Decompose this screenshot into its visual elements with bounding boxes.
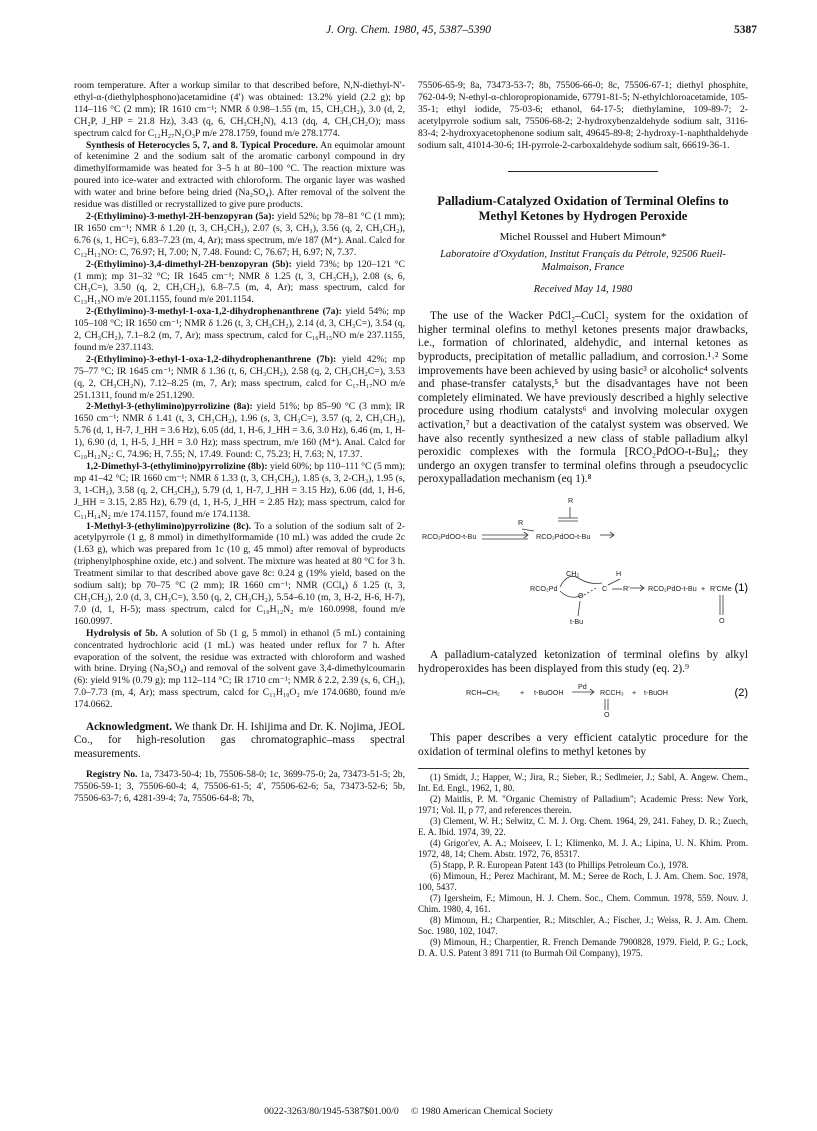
registry-text: 1a, 73473-50-4; 1b, 75506-58-0; 1c, 3699-75-0; 2a, 73473-51-5; 2b, 75506-59-1; 3, 75506-60-4; 4, 75506-61-5; 4′, 75506-62-6; 5a, 73473-52-6; 5b, 75506-63-7; 6, 4281-39-4; 7a, 75506-64-8; 7b, bbox=[74, 769, 405, 805]
journal-citation: J. Org. Chem. 1980, 45, 5387–5390 bbox=[325, 24, 492, 36]
ring-h-bond bbox=[608, 579, 620, 585]
eq2-catalyst: Pd bbox=[578, 682, 587, 692]
eq2-reactant: RCH═CH₂ bbox=[466, 688, 500, 698]
compound-7a-data: yield 54%; mp 105–108 °C; IR 1650 cm⁻¹; NMR δ 1.26 (t, 3, CH₃CH₂), 2.14 (d, 3, CH₃C=), 3.54 (q, 2, CH₃CH₂), 7.1–8.2 (m, 7, Ar); mass spectrum, calcd for C₁₆H₁₅NO m/e 237.1155, found m/e 237.1143. bbox=[74, 306, 405, 353]
ring-tbu-label: t-Bu bbox=[570, 616, 584, 626]
synthesis-text: An equimolar amount of ketenimine 2 and the sodium salt of the aromatic carbonyl compound in dry dimethylformamide was heated for 3–5 h at 80–100 °C. The reaction mixture was poured into ice-water and extracted with chloroform. The organic layer was washed with water and brine before being dried (Na₂SO₄). After removal of the solvent the residue was distilled or recrystallized to give pure products. bbox=[74, 139, 405, 211]
equation-2-scheme bbox=[418, 682, 748, 720]
article-authors: Michel Roussel and Hubert Mimoun* bbox=[499, 231, 667, 244]
ring-pd-label: RCO₂Pd bbox=[530, 583, 558, 593]
compound-5a-name: 2-(Ethylimino)-3-methyl-2H-benzopyran (5a): bbox=[86, 210, 275, 222]
acknowledgment-text: We thank Dr. H. Ishijima and Dr. K. Nojima, JEOL Co., for high-resolution gas chromatographic–mass spectral measurements. bbox=[74, 721, 405, 760]
intro-paragraph: The use of the Wacker PdCl₂–CuCl₂ system for the oxidation of higher terminal olefins to methyl ketones presents major drawbacks, i.e., formation of chlorinated, aldehydic, and internal ketones as byproducts, precipitation of metallic palladium, and corrosion.¹˒² Some improvements have been achieved by using basic³ or alcoholic⁴ solvents and phase-transfer catalysts,⁵ but the disadvantages have not been completely eliminated. We have previously described a highly selective procedure using rhodium catalysts⁶ and involving molecular oxygen activation,⁷ but a deactivation of the catalyst system was observed. We have also recently synthesized a new class of stable palladium alkyl peroxidic complexes with the formula [RCO₂PdOO-t-Bu]₄; they undergo an oxygen transfer to terminal olefins through a pseudocyclic peroxypalladation mechanism (eq 1).⁸ bbox=[418, 310, 748, 486]
eq2-plus-1: + bbox=[520, 688, 525, 698]
compound-7b-name: 2-(Ethylimino)-3-ethyl-1-oxa-1,2-dihydrophenanthrene (7b): bbox=[86, 353, 337, 365]
acknowledgment bbox=[74, 721, 405, 761]
hydrolysis-text: A solution of 5b (1 g, 5 mmol) in ethanol (5 mL) containing concentrated hydrochloric acid (1 mL) was heated under reflux for 7 h. After evaporation of the solvent, the residue was extracted with chloroform and washed with brine. Drying (Na₂SO₄) and removal of the solvent gave 3,4-dimethylcoumarin (6): yield 91% (0.79 g); mp 112–114 °C; IR 1710 cm⁻¹; NMR δ 2.2, 2.39 (s, 6, CH₃), 7.0–7.73 (m, 4, Ar); mass spectrum, calcd for C₁₁H₁₀O₂ m/e 174.0680, found m/e 174.0662. bbox=[74, 627, 405, 711]
synthesis-heading: Synthesis of Heterocycles 5, 7, and 8. Typical Procedure. bbox=[86, 139, 318, 151]
equation-2-drawing bbox=[418, 682, 748, 720]
eq2-number: (2) bbox=[734, 687, 748, 700]
eq2-peroxide: t-BuOOH bbox=[534, 688, 564, 698]
eq2-product: RCCH₃ bbox=[600, 688, 624, 698]
footnote: (8) Mimoun, H.; Charpentier, R.; Mitschler, A.; Fischer, J.; Weiss, R. J. Am. Chem. Soc. 1980, 102, 1047. bbox=[418, 915, 748, 937]
footnote: (9) Mimoun, H.; Charpentier, R. French Demande 7900828, 1979. Field, P. G.; Lock, D. A. U.S. Patent 3 891 711 (to Burmah Oil Company), 1975. bbox=[418, 937, 748, 959]
equation-1-scheme bbox=[418, 491, 748, 641]
registry-numbers bbox=[74, 769, 405, 805]
ring-h-label: H bbox=[616, 568, 622, 578]
footnote: (6) Mimoun, H.; Perez Machirant, M. M.; Seree de Roch, I. J. Am. Chem. Soc. 1978, 100, 5437. bbox=[418, 871, 748, 893]
article-title: Palladium-Catalyzed Oxidation of Terminal Olefins to Methyl Ketones by Hydrogen Peroxide bbox=[437, 194, 729, 224]
compound-5b-data: yield 73%; bp 120–121 °C (1 mm); mp 31–32 °C; IR 1645 cm⁻¹; NMR δ 1.25 (t, 3, CH₃CH₂), 2.08 (s, 6, CH₃C=), 3.50 (q, 2, CH₃CH₂), 6.8–7.5 (m, 4, Ar); mass spectrum, calcd for C₁₃H₁₅NO m/e 201.1155, found m/e 201.1154. bbox=[74, 258, 405, 306]
eq2-product-oxygen: O bbox=[604, 710, 610, 720]
compound-7b-data: yield 42%; mp 75–77 °C; IR 1645 cm⁻¹; NMR δ 1.36 (t, 6, CH₃CH₂), 2.58 (q, 2, CH₃CH₂C=), 3.53 (q, 2, CH₃CH₂N), 7.12–8.25 (m, 7, Ar); mass spectrum, calcd for C₁₇H₁₇NO m/e 251.1311, found m/e 251.1290. bbox=[74, 353, 405, 401]
compound-5b-name: 2-(Ethylimino)-3,4-dimethyl-2H-benzopyran (5b): bbox=[86, 258, 292, 270]
ring-ch2-label: CH₂ bbox=[566, 568, 580, 578]
footnote: (3) Clement, W. H.; Selwitz, C. M. J. Org. Chem. 1964, 29, 241. Fahey, D. R.; Zuech, E. A. Ibid. 1974, 39, 22. bbox=[418, 816, 748, 838]
compound-8b-name: 1,2-Dimethyl-3-(ethylimino)pyrrolizine (8b): bbox=[86, 461, 268, 472]
footnote: (5) Stapp, P. R. European Patent 143 (to Phillips Petroleum Co.), 1978. bbox=[430, 860, 689, 871]
ring-tbu-bond bbox=[578, 601, 580, 616]
left-column bbox=[74, 80, 405, 805]
article-divider bbox=[508, 171, 658, 172]
running-header bbox=[0, 24, 817, 42]
compound-5a-data: yield 52%; bp 78–81 °C (1 mm); IR 1650 cm⁻¹; NMR δ 1.20 (t, 3, CH₃CH₂), 2.07 (s, 3, CH₃), 3.56 (q, 2, CH₃CH₂), 6.76 (s, 1, HC=), 6.83–7.23 (m, 4, Ar); mass spectrum, m/e 187 (M⁺). Anal. Calcd for C₁₂H₁₃NO: C, 76.97; H, 7.00; N, 7.48. Found: C, 76.67; H, 6.97; N, 7.37. bbox=[74, 210, 405, 258]
compound-8c-paragraph bbox=[74, 521, 405, 628]
hydrolysis-heading: Hydrolysis of 5b. bbox=[86, 627, 158, 639]
compound-8b-paragraph bbox=[74, 461, 405, 521]
ring-dashed-bond bbox=[584, 587, 598, 595]
complex-label: RCO₂PdOO-t-Bu bbox=[536, 531, 591, 541]
affiliation: Laboratoire d'Oxydation, Institut Français du Pétrole, 92506 Rueil-Malmaison, France bbox=[440, 249, 726, 273]
page-number: 5387 bbox=[734, 24, 757, 36]
synthesis-paragraph bbox=[74, 140, 405, 211]
equation-1-drawing bbox=[418, 491, 748, 641]
product2-oxygen-label: O bbox=[719, 615, 725, 625]
product2-label: R′CMe bbox=[710, 583, 732, 593]
registry-heading: Registry No. bbox=[86, 769, 138, 781]
olefin-r-label: R bbox=[568, 495, 574, 505]
right-column bbox=[418, 80, 748, 959]
acknowledgment-heading: Acknowledgment. bbox=[86, 721, 173, 734]
registry-continuation: 75506-65-9; 8a, 73473-53-7; 8b, 75506-66-0; 8c, 75506-67-1; diethyl phosphite, 762-04-9; N-ethyl-α-chloropropionamide, 67791-81-5; N-ethylchloroacetamide, 105-35-1; ethyl iodide, 75-03-6; ethanol, 64-17-5; diethylamine, 109-89-7; 2-acetylpyrrole sodium salt, 75506-68-2; 2-hydroxybenzaldehyde sodium salt, 3116-83-4; 2-hydroxyacetophenone sodium salt, 49645-89-8; 2-hydroxy-1-naphthaldehyde sodium salt, 41014-30-6; 1H-pyrrole-2-carboxaldehyde sodium salt, 66619-36-1. bbox=[418, 80, 748, 151]
eq2-alcohol: t-BuOH bbox=[644, 688, 668, 698]
reactant-label: RCO₂PdOO-t-Bu bbox=[422, 531, 477, 541]
compound-8a-data: yield 51%; bp 85–90 °C (3 mm); IR 1650 cm⁻¹; NMR δ 1.41 (t, 3, CH₃CH₂), 1.96 (s, 3, CH₃C=), 3.57 (q, 2, CH₃CH₂), 5.76 (d, 1, H-7, J_HH = 3.6 Hz), 6.05 (dd, 1, H-6, J_HH = 3.6, 3.0 Hz), 6.46 (m, 1, H-1), 6.90 (d, 1, H-5, J_HH = 3.0 Hz); mass spectrum, m/e 160 (M⁺). Anal. Calcd for C₁₀H₁₂N₂: C, 74.96; H, 7.55; N, 17.49. Found: C, 75.23; H, 7.63; N, 17.37. bbox=[74, 401, 405, 461]
compound-5a-paragraph bbox=[74, 211, 405, 259]
compound-7a-paragraph bbox=[74, 306, 405, 354]
product1-label: RCO₂PdO-t-Bu bbox=[648, 583, 697, 593]
eq1-number: (1) bbox=[734, 581, 748, 594]
footnotes bbox=[418, 772, 748, 959]
closing-paragraph: This paper describes a very efficient catalytic procedure for the oxidation of terminal olefins to methyl ketones by bbox=[418, 732, 748, 758]
compound-8b-data: yield 60%; bp 110–111 °C (5 mm); mp 41–42 °C; IR 1660 cm⁻¹; NMR δ 1.33 (t, 3, CH₃CH₂), 1.85 (s, 3, 2-CH₃), 1.95 (s, 3, 1-CH₃), 3.58 (q, 2, CH₃CH₂), 5.79 (d, 1, H-7, J_HH = 3.15 Hz), 6.06 (dd, 1, H-6, J_HH = 3.15, 2.85 Hz), 6.79 (d, 1, H-5, J_HH = 2.85 Hz); mass spectrum, calcd for C₁₁H₁₄N₂ m/e 174.1157, found m/e 174.1138. bbox=[74, 461, 405, 520]
copyright: © 1980 American Chemical Society bbox=[411, 1106, 553, 1117]
hydrolysis-paragraph bbox=[74, 628, 405, 711]
compound-7b-paragraph bbox=[74, 354, 405, 402]
eq2-plus-2: + bbox=[632, 688, 637, 698]
compound-8a-name: 2-Methyl-3-(ethylimino)pyrrolizine (8a): bbox=[86, 401, 253, 413]
footnote: (1) Smidt, J.; Happer, W.; Jira, R.; Sieber, R.; Sedlmeier, J.; Sabl, A. Angew. Chem., Int. Ed. Engl., 1962, 1, 80. bbox=[418, 772, 748, 794]
compound-8a-paragraph bbox=[74, 401, 405, 461]
compound-8c-data: To a solution of the sodium salt of 2-acetylpyrrole (1 g, 8 mmol) in dimethylformamide (10 mL) was added the crude 2c (1.63 g), which was prepared from 1c (10 g, 45 mmol) after removal of byproducts (triphenylphosphine oxide, etc.) and solvent. The mixture was heated at 80 °C for 3 h. Treatment similar to that described above gave 8c: 0.24 g (19% yield, based on the sodium salt); bp 70–75 °C (2 mm); IR 1660 cm⁻¹; NMR (CCl₄) δ 1.25 (t, 3, CH₃CH₂), 2.0 (d, 3, CH₃C=), 3.50 (q, 2, CH₃CH₂), 5.54–6.10 (m, 3, H-2, H-6, H-7), 7.0 (d, 1, H-5); mass spectrum, calcd for C₁₀H₁₂N₂ m/e 160.0998, found m/e 160.0997. bbox=[74, 520, 405, 627]
compound-7a-name: 2-(Ethylimino)-3-methyl-1-oxa-1,2-dihydrophenanthrene (7a): bbox=[86, 306, 342, 318]
amidine-paragraph: room temperature. After a workup similar to that described before, N,N-diethyl-N′-ethyl-α-(diethylphosphono)acetamidine (4′) was obtained: 13.2% yield (2.2 g); bp 114–116 °C (2 mm); IR 1610 cm⁻¹; NMR δ 0.98–1.55 (m, 15, CH₃CH₂), 3.0 (d, 2, CH₂P, J_HP = 21.8 Hz), 3.43 (q, 6, CH₃CH₂N), 4.13 (dq, 4, CH₃CH₂O); mass spectrum calcd for C₁₂H₂₇N₂O₃P m/e 278.1759, found m/e 278.1774. bbox=[74, 80, 405, 139]
ring-r-label: R′ bbox=[623, 583, 630, 593]
compound-8c-name: 1-Methyl-3-(ethylimino)pyrrolizine (8c). bbox=[86, 520, 252, 532]
compound-5b-paragraph bbox=[74, 259, 405, 307]
ring-c-label: C bbox=[602, 583, 608, 593]
footnote-rule bbox=[418, 768, 749, 769]
ketonization-paragraph: A palladium-catalyzed ketonization of terminal olefins by alkyl hydroperoxides has been displayed from this study (eq. 2).⁹ bbox=[418, 648, 748, 675]
complex-r-label: R bbox=[518, 517, 524, 527]
footnote: (4) Grigor'ev, A. A.; Moiseev, I. I.; Klimenko, M. J. A.; Lipina, U. N. Khim. Prom. 1972, 48, 14; Chem. Abstr. 1972, 76, 85317. bbox=[418, 838, 748, 860]
plus-label: + bbox=[701, 583, 706, 593]
footnote: (7) Igersheim, F.; Mimoun, H. J. Chem. Soc., Chem. Commun. 1978, 559. Nouv. J. Chim. 1980, 4, 161. bbox=[418, 893, 748, 915]
article-code: 0022-3263/80/1945-5387$01.00/0 bbox=[264, 1106, 399, 1117]
page-footer bbox=[0, 1106, 817, 1117]
ring-o-label: O bbox=[578, 590, 584, 600]
footnote: (2) Maitlis, P. M. "Organic Chemistry of Palladium"; Academic Press: New York, 1971; Vol. II, p 77, and references therein. bbox=[418, 794, 748, 816]
complex-r-bond bbox=[522, 529, 534, 531]
received-date: Received May 14, 1980 bbox=[533, 284, 633, 296]
